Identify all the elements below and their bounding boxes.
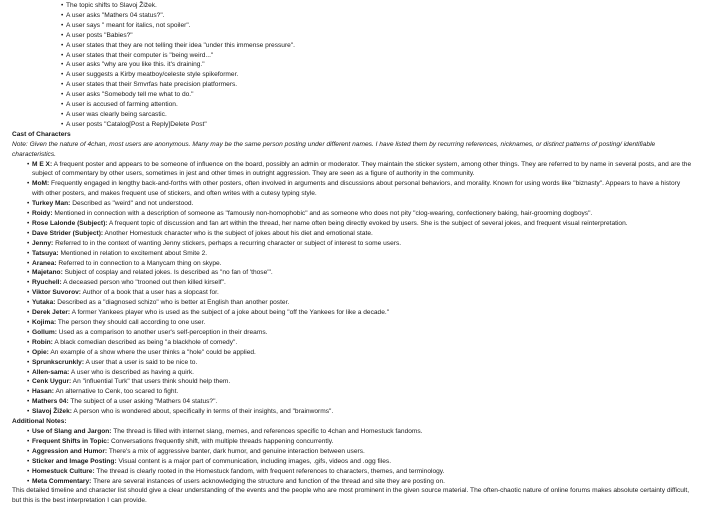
- notes-item: [12, 457, 693, 467]
- notes-item-name: Aggression and Humor:: [32, 447, 108, 455]
- cast-item-name: Hasan:: [32, 388, 54, 396]
- cast-note: Note: Given the nature of 4chan, most users are anonymous. Many may be the same person posting under different names. I have listed them by recurring references, nicknames, or distinct patterns of posting/ identifiable characteristics.: [12, 140, 656, 158]
- cast-item-name: M E X:: [32, 160, 53, 168]
- notes-item-name: Sticker and Image Posting:: [32, 457, 117, 465]
- cast-item-name: Ryuchell:: [32, 279, 62, 287]
- notes-item: [12, 447, 693, 457]
- notes-list: [12, 427, 693, 486]
- cast-item: [12, 298, 693, 308]
- cast-item-description: A frequent topic of discussion and fan art within the thread, her name often being directly evoked by users. She is the subject of several jokes, and frequent visual reinterpretation.: [107, 219, 628, 227]
- cast-item-description: An "influential Turk" that users think should help them.: [71, 378, 231, 386]
- notes-item-name: Homestuck Culture:: [32, 467, 95, 475]
- notes-item: [12, 467, 693, 477]
- cast-item: [12, 278, 693, 288]
- cast-item-name: Turkey Man:: [32, 200, 71, 208]
- cast-item-description: Another Homestuck character who is the subject of jokes about his diet and emotional state.: [103, 229, 373, 237]
- cast-item-name: Mathers 04:: [32, 398, 69, 406]
- cast-item: [12, 179, 693, 199]
- cast-heading: Cast of Characters: [12, 130, 71, 138]
- notes-item-description: There's a mix of aggressive banter, dark humor, and genuine interaction between users.: [107, 447, 365, 455]
- cast-item-name: Slavoj Žižek:: [32, 408, 72, 416]
- cast-item-name: Gollum:: [32, 328, 57, 336]
- timeline-item: • The topic shifts to Slavoj Žižek.: [12, 1, 693, 11]
- cast-list: [12, 160, 693, 418]
- cast-item-name: Opie:: [32, 348, 49, 356]
- timeline-item: • A user asks "Mathers 04 status?".: [12, 11, 693, 21]
- timeline-list: [12, 1, 693, 130]
- cast-item: [12, 387, 693, 397]
- notes-item-description: The thread is clearly rooted in the Homestuck fandom, with frequent references to characters, themes, and terminology.: [94, 467, 445, 475]
- cast-item-description: The subject of a user asking "Mathers 04 status?".: [68, 398, 218, 406]
- cast-item-description: A user that a user is said to be nice to.: [84, 358, 198, 366]
- cast-item: [12, 209, 693, 219]
- cast-item-description: The person they should call according to one user.: [56, 319, 206, 326]
- cast-item: [12, 358, 693, 368]
- notes-item-name: Meta Commentary:: [32, 477, 92, 485]
- cast-item-description: Described as "weird" and not understood.: [70, 200, 194, 208]
- cast-item: [12, 308, 693, 318]
- cast-item: [12, 348, 693, 358]
- cast-item-name: Allen-sama:: [32, 368, 70, 376]
- cast-item: [12, 318, 693, 328]
- cast-item-name: Roidy:: [32, 210, 53, 218]
- notes-item-description: There are several instances of users acknowledging the structure and function of the thread and site they are posting on.: [91, 477, 445, 485]
- cast-item-name: Viktor Suvorov:: [32, 289, 81, 297]
- cast-item-name: Majetano:: [32, 269, 63, 277]
- cast-item-name: Dave Strider (Subject):: [32, 229, 104, 237]
- notes-item-description: Conversations frequently shift, with multiple threads happening concurrently.: [109, 437, 334, 445]
- cast-item-description: Referred to in the context of wanting Jenny stickers, perhaps a recurring character or subject of interest to some users.: [53, 239, 402, 247]
- timeline-item: • A user states that their Smvrfas hate precision platformers.: [12, 80, 693, 90]
- notes-heading: Additional Notes:: [12, 418, 67, 426]
- notes-item: [12, 437, 693, 447]
- notes-item-description: Visual content is a major part of communication, including images, .gifs, videos and .ogg files.: [116, 457, 392, 465]
- timeline-item: • A user was clearly being sarcastic.: [12, 110, 693, 120]
- timeline-item: • A user asks "why are you like this. it's draining.": [12, 60, 693, 70]
- cast-item-name: Jenny:: [32, 239, 54, 247]
- notes-item-name: Use of Slang and Jargon:: [32, 427, 112, 435]
- cast-item-description: Frequently engaged in lengthy back-and-forths with other posters, often involved in arguments and discussions about personal behaviors, and morality. Known for using words like "biznasty". Appears to have a history with other posters, and makes frequent use of stickers, and often writes with a cutesy typing style.: [32, 180, 681, 198]
- timeline-item: • A user is accused of farming attention.: [12, 100, 693, 110]
- cast-item: [12, 219, 693, 229]
- cast-item-description: A frequent poster and appears to be someone of influence on the board, possibly an admin or moderator. They maintain the sticker system, among other things. They are referred to by name in several posts, and are the subject of commentary by other users, sometimes in jest and other times in outright aggression. They are seen as a figure of authority in the community.: [32, 160, 692, 178]
- cast-item-description: Referred to in connection to a Manycam thing on skype.: [56, 259, 222, 267]
- cast-item-name: Sprunkscrunkly:: [32, 358, 85, 366]
- cast-item-description: Described as a "diagnosed schizo" who is better at English than another poster.: [55, 299, 290, 307]
- cast-item-description: Author of a book that a user has a slopcast for.: [80, 289, 219, 297]
- cast-item-name: Yutaka:: [32, 299, 56, 307]
- cast-item: [12, 249, 693, 259]
- cast-item-description: An alternative to Cenk, too scared to fight.: [54, 388, 179, 396]
- cast-item: [12, 229, 693, 239]
- cast-item: [12, 268, 693, 278]
- cast-item-description: An example of a show where the user thinks a "hole" could be applied.: [48, 348, 256, 356]
- cast-item-name: Cenk Uygur:: [32, 378, 72, 386]
- timeline-item: • A user says " meant for italics, not spoiler".: [12, 21, 693, 31]
- cast-item-name: Rose Lalonde (Subject):: [32, 219, 108, 227]
- timeline-item: • A user posts "Babies?": [12, 31, 693, 41]
- cast-item: [12, 259, 693, 269]
- cast-item-name: Tatsuya:: [32, 249, 59, 257]
- cast-item-description: Mentioned in connection with a description of someone as "famously non-homophobic" and as someone who does not pity "clog-wearing, confectionery baking, hair-grooming dogboys".: [52, 210, 593, 218]
- cast-item: [12, 368, 693, 378]
- notes-item: [12, 477, 693, 487]
- cast-item: [12, 338, 693, 348]
- notes-item-name: Frequent Shifts in Topic:: [32, 437, 110, 445]
- cast-item: [12, 328, 693, 338]
- cast-item-description: Mentioned in relation to excitement about Smite 2.: [58, 249, 208, 257]
- cast-item: [12, 377, 693, 387]
- timeline-item: • A user asks "Somebody tell me what to do.": [12, 90, 693, 100]
- cast-item-name: MoM:: [32, 180, 50, 188]
- notes-item: [12, 427, 693, 437]
- cast-item: [12, 288, 693, 298]
- cast-item: [12, 160, 693, 180]
- cast-item: [12, 239, 693, 249]
- timeline-item: • A user states that they are not telling their idea "under this immense pressure".: [12, 41, 693, 51]
- notes-item-description: The thread is filled with internet slang, memes, and references specific to 4chan and Homestuck fandoms.: [111, 427, 423, 435]
- cast-item-description: A person who is wondered about, specifically in terms of their insights, and "brainworms".: [71, 408, 334, 416]
- cast-item-description: A former Yankees player who is used as the subject of a joke about being "off the Yankees for like a decade.": [70, 309, 390, 317]
- cast-item: [12, 407, 693, 417]
- cast-item: [12, 199, 693, 209]
- cast-item-description: A deceased person who "trooned out then killed kirself".: [61, 279, 226, 287]
- cast-item-name: Aranea:: [32, 259, 57, 267]
- closing-paragraph: This detailed timeline and character list should give a clear understanding of the events and the people who are most prominent in the given source material. The often-chaotic nature of online forums makes absolute certainty difficult, but this is the best interpretation I can provide.: [12, 487, 690, 505]
- timeline-item: • A user suggests a Kirby meatboy/celeste style spikeformer.: [12, 70, 693, 80]
- cast-item-name: Robin:: [32, 338, 53, 346]
- cast-item-name: Kojima:: [32, 319, 57, 326]
- cast-item-description: A user who is described as having a quirk.: [69, 368, 195, 376]
- cast-item-name: Derek Jeter:: [32, 309, 71, 317]
- cast-item-description: A black comedian described as being "a blackhole of comedy".: [52, 338, 238, 346]
- timeline-item: • A user posts "Catalog[Post a Reply]Delete Post": [12, 120, 693, 130]
- timeline-item: • A user states that their computer is "being weird...": [12, 51, 693, 61]
- cast-item: [12, 397, 693, 407]
- cast-item-description: Subject of cosplay and related jokes. Is described as "no fan of 'those'".: [62, 269, 273, 277]
- cast-item-description: Used as a comparison to another user's self-perception in their dreams.: [56, 328, 268, 336]
